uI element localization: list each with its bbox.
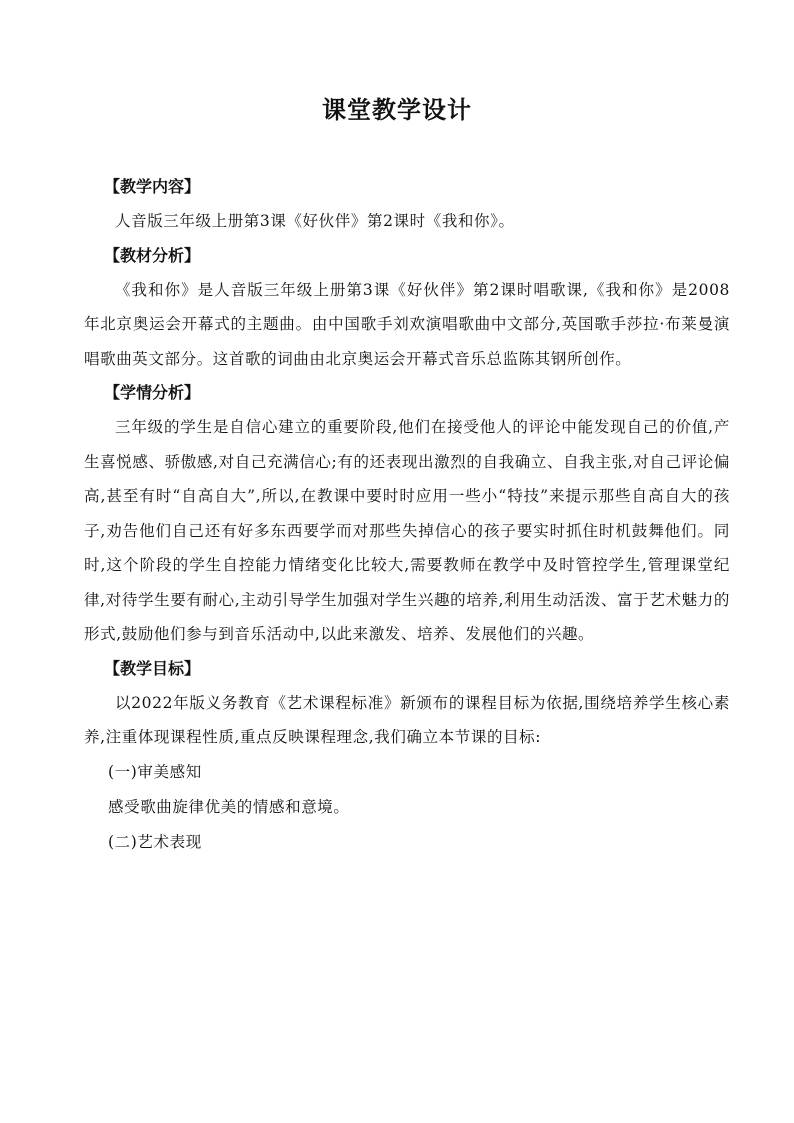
page-title: 课堂教学设计 [322, 96, 472, 124]
goal-label-art-performance: (二)艺术表现 [108, 832, 202, 851]
section-heading-material-analysis: 【教材分析】 [104, 245, 201, 265]
section-heading-content: 【教学内容】 [104, 177, 201, 196]
section-paragraph: 以2022年版义务教育《艺术课程标准》新颁布的课程目标为依据,围绕培养学生核心素养,注重体现课程性质,重点反映课程理念,我们确立本节课的目标: [84, 693, 730, 746]
section-heading-student-analysis: 【学情分析】 [104, 383, 201, 402]
goal-label-aesthetic: (一)审美感知 [108, 762, 202, 781]
section-heading-teaching-goals: 【教学目标】 [104, 658, 201, 678]
section-paragraph: 《我和你》是人音版三年级上册第3课《好伙伴》第2课时唱歌课,《我和你》是2008年北京奥运会开幕式的主题曲。由中国歌手刘欢演唱歌曲中文部分,英国歌手莎拉·布莱曼演唱歌曲英文部分。这首歌的词曲由北京奥运会开幕式音乐总监陈其钢所创作。 [84, 280, 730, 368]
goal-text-aesthetic: 感受歌曲旋律优美的情感和意境。 [108, 797, 350, 816]
section-paragraph: 三年级的学生是自信心建立的重要阶段,他们在接受他人的评论中能发现自己的价值,产生喜悦感、骄傲感,对自己充满信心;有的还表现出激烈的自我确立、自我主张,对自己评论偏高,甚至有时“自高自大”,所以,在教课中要时时应用一些小“特技”来提示那些自高自大的孩子,劝告他们自己还有好多东西要学而对那些失掉信心的孩子要实时抓住时机鼓舞他们。同时,这个阶段的学生自控能力情绪变化比较大,需要教师在教学中及时管控学生,管理课堂纪律,对待学生要有耐心,主动引导学生加强对学生兴趣的培养,利用生动活泼、富于艺术魅力的形式,鼓励他们参与到音乐活动中,以此来激发、培养、发展他们的兴趣。 [84, 418, 730, 643]
document-body [84, 170, 730, 860]
section-paragraph: 人音版三年级上册第3课《好伙伴》第2课时《我和你》。 [115, 212, 515, 230]
